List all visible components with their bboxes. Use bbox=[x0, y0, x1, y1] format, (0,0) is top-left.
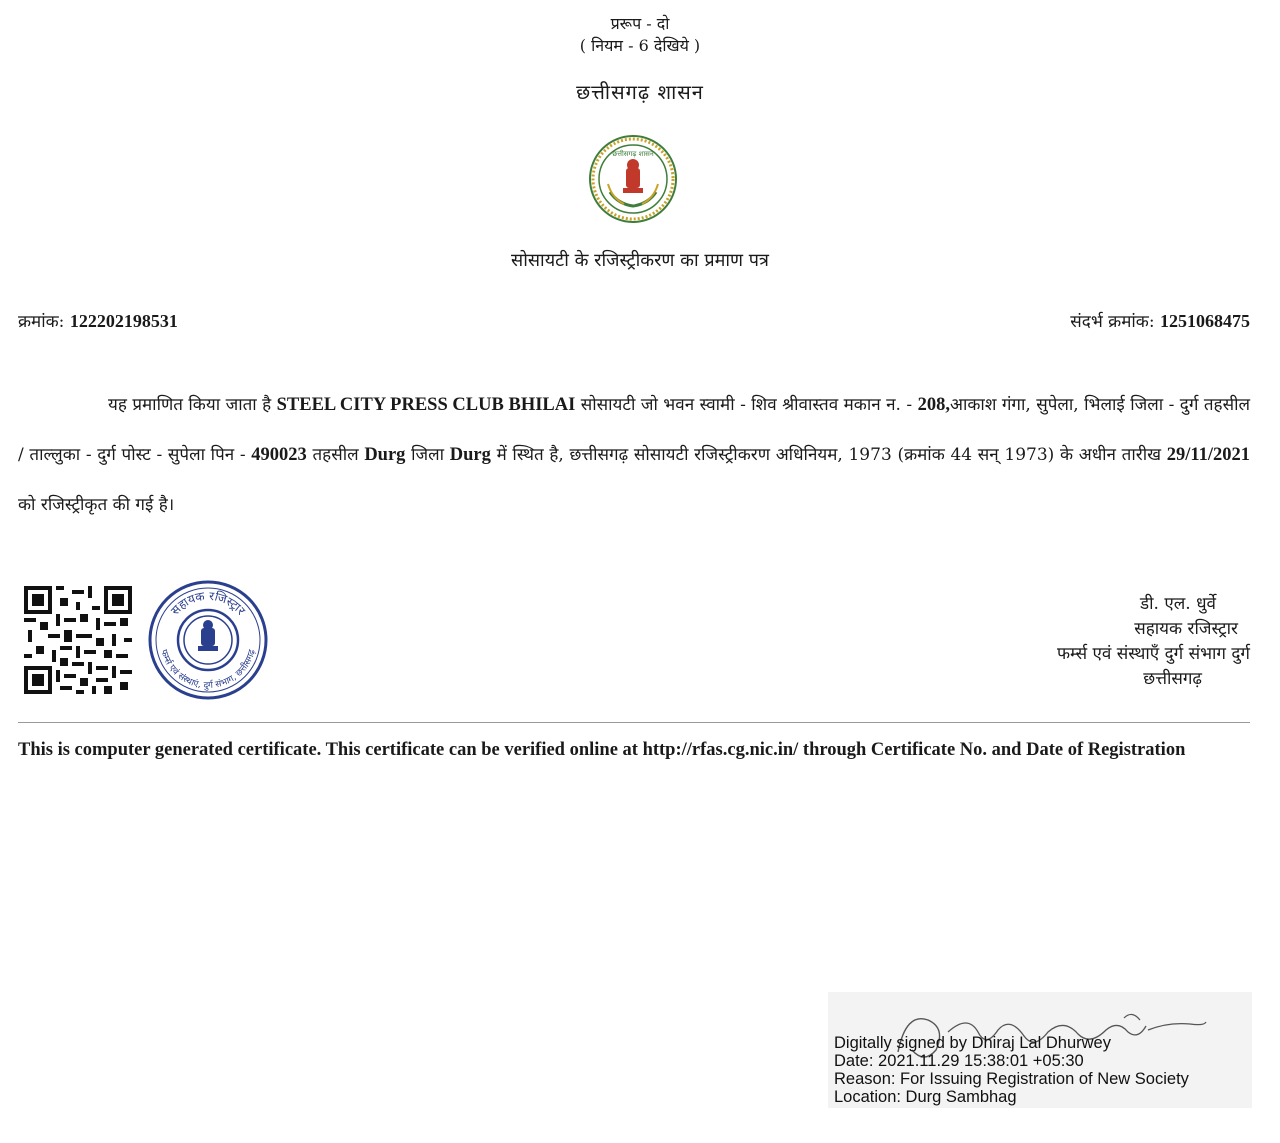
registrar-seal-icon bbox=[146, 578, 270, 702]
body-text-3: आकाश गंगा, सुपेला, भिलाई जिला - दुर्ग तहसील / ताल्लुका - दुर्ग पोस्ट - सुपेला पिन - bbox=[18, 395, 1250, 465]
society-name: STEEL CITY PRESS CLUB BHILAI bbox=[276, 395, 576, 415]
signatory-state: छत्तीसगढ़ bbox=[1143, 669, 1202, 689]
serial-value: 122202198531 bbox=[69, 311, 178, 331]
registration-date: 29/11/2021 bbox=[1166, 445, 1250, 465]
body-text-6: में स्थित है, छत्तीसगढ़ सोसायटी रजिस्ट्रीकरण अधिनियम, 1973 (क्रमांक 44 सन् 1973) के अधीन तारीख bbox=[496, 445, 1162, 465]
divider bbox=[18, 722, 1250, 723]
body-text-7: को रजिस्ट्रीकृत की गई है। bbox=[18, 495, 175, 515]
dsig-signer: Digitally signed by Dhiraj Lal Dhurwey bbox=[834, 1034, 1111, 1052]
digital-signature-box[interactable] bbox=[828, 992, 1252, 1108]
certificate-body bbox=[18, 380, 1250, 530]
signatory-designation: सहायक रजिस्ट्रार bbox=[1134, 619, 1238, 639]
state-emblem-icon bbox=[588, 134, 678, 224]
digital-signature-text bbox=[834, 1034, 1189, 1106]
signatory-name: डी. एल. धुर्वे bbox=[1140, 594, 1216, 614]
serial-label: क्रमांक: bbox=[18, 312, 65, 332]
house-number: 208, bbox=[917, 395, 950, 415]
reference-number bbox=[1070, 309, 1250, 332]
body-text-5: जिला bbox=[411, 445, 445, 465]
verification-note: This is computer generated certificate. This certificate can be verified online at http://rfas.cg.nic.in/ through Certificate No. and Date of Registration bbox=[18, 740, 1186, 760]
rule-reference: ( नियम - 6 देखिये ) bbox=[579, 36, 701, 55]
body-text-1: यह प्रमाणित किया जाता है bbox=[108, 395, 272, 415]
serial-number bbox=[18, 309, 178, 332]
signatory-office: फर्म्स एवं संस्थाएँ दुर्ग संभाग दुर्ग bbox=[1056, 644, 1250, 664]
qr-code-icon[interactable] bbox=[24, 586, 132, 694]
seal-outer-text: सहायक रजिस्ट्रार bbox=[168, 588, 249, 618]
seal-lower-text: फर्म्स एवं संस्थाएं, दुर्ग संभाग, छत्तीसगढ़ bbox=[158, 648, 258, 692]
body-text-4: तहसील bbox=[312, 445, 359, 465]
emblem-text: छत्तीसगढ़ शासन bbox=[612, 150, 654, 158]
reference-label: संदर्भ क्रमांक: bbox=[1070, 312, 1155, 332]
government-title: छत्तीसगढ़ शासन bbox=[576, 80, 704, 104]
dsig-date: Date: 2021.11.29 15:38:01 +05:30 bbox=[834, 1052, 1084, 1070]
dsig-reason: Reason: For Issuing Registration of New Society bbox=[834, 1070, 1189, 1088]
svg-text:सहायक रजिस्ट्रार bbox=[168, 589, 249, 619]
certificate-title: सोसायटी के रजिस्ट्रीकरण का प्रमाण पत्र bbox=[511, 250, 769, 271]
form-number: प्ररूप - दो bbox=[610, 14, 670, 33]
body-text-2: सोसायटी जो भवन स्वामी - शिव श्रीवास्तव मकान न. - bbox=[580, 395, 913, 415]
reference-value: 1251068475 bbox=[1160, 311, 1250, 331]
signatory-block bbox=[930, 592, 1250, 692]
dsig-location: Location: Durg Sambhag bbox=[834, 1088, 1017, 1106]
district-name: Durg bbox=[449, 445, 491, 465]
pin-code: 490023 bbox=[251, 445, 307, 465]
tehsil-name: Durg bbox=[364, 445, 406, 465]
